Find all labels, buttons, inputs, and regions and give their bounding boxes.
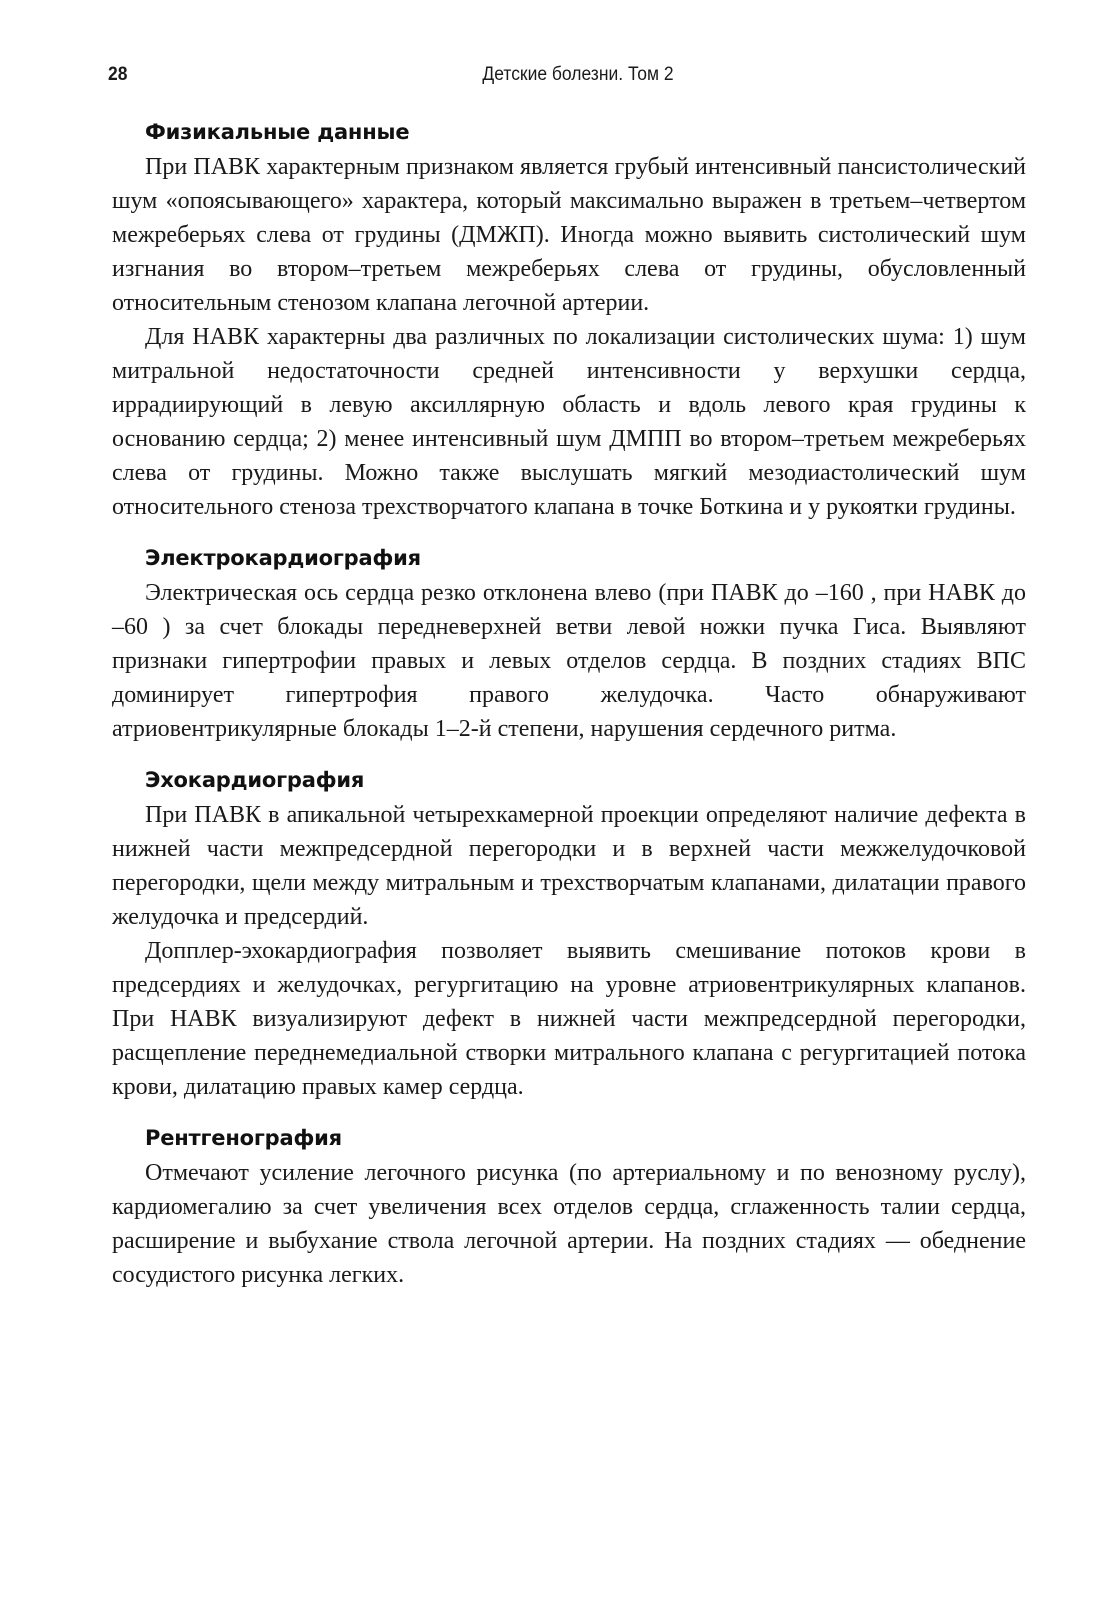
section-heading: Электрокардиография [145,546,421,570]
paragraph: При ПАВК характерным признаком является грубый интенсивный пансистолический шум «опоясывающего» характера, который максимально выражен в третьем–четвертом межреберьях слева от грудины (ДМЖП). Иногда можно выявить систолический шум изгнания во втором–третьем межреберьях слева от грудины, обусловленный относительным стенозом клапана легочной артерии. [112,154,1026,316]
section-heading: Рентгенография [145,1126,342,1150]
section-heading: Физикальные данные [145,120,410,144]
section-echocardiography [112,766,1026,1104]
running-title: Детские болезни. Том 2 [482,64,674,85]
paragraph: Отмечают усиление легочного рисунка (по артериальному и по венозному руслу), кардиомегалию за счет увеличения всех отделов сердца, сглаженность талии сердца, расширение и выбухание ствола легочной артерии. На поздних стадиях — обеднение сосудистого рисунка легких. [112,1160,1026,1288]
paragraph: Допплер-эхокардиография позволяет выявить смешивание потоков крови в предсердиях и желудочках, регургитацию на уровне атриовентрикулярных клапанов. При НАВК визуализируют дефект в нижней части межпредсердной перегородки, расщепление переднемедиальной створки митрального клапана с регургитацией потока крови, дилатацию правых камер сердца. [112,938,1026,1100]
section-electrocardiography [112,544,1026,746]
page-number: 28 [108,64,128,85]
paragraph: Электрическая ось сердца резко отклонена влево (при ПАВК до –160 , при НАВК до –60 ) за счет блокады передневерхней ветви левой ножки пучка Гиса. Выявляют признаки гипертрофии правых и левых отделов сердца. В поздних стадиях ВПС доминирует гипертрофия правого желудочка. Часто обнаруживают атриовентрикулярные блокады 1–2-й степени, нарушения сердечного ритма. [112,580,1026,742]
section-heading: Эхокардиография [145,768,365,792]
page-content [112,118,1026,1292]
section-physical-findings [112,118,1026,524]
page-header [108,64,1048,94]
paragraph: При ПАВК в апикальной четырехкамерной проекции определяют наличие дефекта в нижней части межпредсердной перегородки и в верхней части межжелудочковой перегородки, щели между митральным и трехстворчатым клапанами, дилатации правого желудочка и предсердий. [112,802,1026,930]
paragraph: Для НАВК характерны два различных по локализации систолических шума: 1) шум митральной недостаточности средней интенсивности у верхушки сердца, иррадиирующий в левую аксиллярную область и вдоль левого края грудины к основанию сердца; 2) менее интенсивный шум ДМПП во втором–третьем межреберьях слева от грудины. Можно также выслушать мягкий мезодиастолический шум относительного стеноза трехстворчатого клапана в точке Боткина и у рукоятки грудины. [112,324,1026,520]
section-radiography [112,1124,1026,1292]
